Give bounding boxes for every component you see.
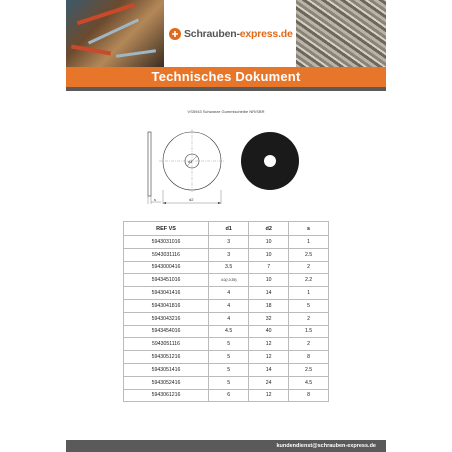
cell-ref: 5943051216 <box>124 351 209 364</box>
header-d2: d2 <box>249 222 289 236</box>
cell-d1: 6 <box>209 389 249 402</box>
cell-ref: 5943052416 <box>124 376 209 389</box>
header-d1: d1 <box>209 222 249 236</box>
table-row <box>124 376 329 389</box>
cell-d1: 3 <box>209 248 249 261</box>
header-s: s <box>289 222 329 236</box>
washer-photo-hole <box>264 155 276 167</box>
cell-s: 8 <box>289 351 329 364</box>
cell-s: 2 <box>289 312 329 325</box>
cell-s: 1.5 <box>289 325 329 338</box>
cell-s: 2.5 <box>289 363 329 376</box>
cell-ref: 5943451016 <box>124 274 209 287</box>
table-row <box>124 363 329 376</box>
cell-s: 1 <box>289 236 329 249</box>
product-subtitle: VS5943 Schwarze Gummischeibe NR/SBR <box>187 109 265 114</box>
cell-d2: 12 <box>249 351 289 364</box>
cell-d1: 4.5 <box>209 325 249 338</box>
cell-d2: 10 <box>249 274 289 287</box>
cell-ref: 5943041816 <box>124 299 209 312</box>
header-photo-tools <box>66 0 164 67</box>
cell-d1: 5 <box>209 363 249 376</box>
table-header-row <box>124 222 329 236</box>
table-row <box>124 389 329 402</box>
cell-d2: 14 <box>249 363 289 376</box>
document-title: Technisches Dokument <box>66 67 386 87</box>
cell-ref: 5943051116 <box>124 338 209 351</box>
cell-d1: 5 <box>209 351 249 364</box>
label-d2: d2 <box>189 197 194 202</box>
cell-d1: 4 <box>209 287 249 300</box>
cell-s: 2 <box>289 338 329 351</box>
title-divider <box>66 87 386 91</box>
cell-d1: 3.5 <box>209 261 249 274</box>
cell-d2: 7 <box>249 261 289 274</box>
cell-d2: 14 <box>249 287 289 300</box>
cell-ref: 5943454016 <box>124 325 209 338</box>
cell-d1: 4 <box>209 312 249 325</box>
cell-ref: 5943043216 <box>124 312 209 325</box>
cell-s: 1 <box>289 287 329 300</box>
cell-d2: 18 <box>249 299 289 312</box>
brand-logo[interactable] <box>168 27 293 41</box>
cell-s: 5 <box>289 299 329 312</box>
cell-d2: 10 <box>249 248 289 261</box>
table-row <box>124 248 329 261</box>
cell-ref: 5943061216 <box>124 389 209 402</box>
brand-area <box>164 0 296 67</box>
header-ref: REF VS <box>124 222 209 236</box>
cell-s: 2.5 <box>289 248 329 261</box>
brand-name: Schrauben-express.de <box>184 27 293 40</box>
label-d1: d1 <box>188 159 193 164</box>
header-banner <box>66 0 386 67</box>
washer-drawing <box>141 128 311 218</box>
cell-s: 2.2 <box>289 274 329 287</box>
cell-d1: 3 <box>209 236 249 249</box>
cell-ref: 5943031116 <box>124 248 209 261</box>
cell-d1: 4.0(/-0.35) <box>209 274 249 287</box>
cell-d2: 40 <box>249 325 289 338</box>
cell-ref: 5943051416 <box>124 363 209 376</box>
table-row <box>124 338 329 351</box>
table-row <box>124 274 329 287</box>
cell-d2: 10 <box>249 236 289 249</box>
table-row <box>124 351 329 364</box>
washer-side-view <box>148 132 151 196</box>
table-row <box>124 287 329 300</box>
cell-s: 4.5 <box>289 376 329 389</box>
table-row <box>124 325 329 338</box>
table-row <box>124 236 329 249</box>
cell-d1: 4 <box>209 299 249 312</box>
cell-d2: 24 <box>249 376 289 389</box>
cell-d2: 12 <box>249 338 289 351</box>
document-page <box>66 0 386 452</box>
label-s: s <box>154 197 156 202</box>
footer-email-link[interactable]: kundendienst@schrauben-express.de <box>276 443 376 449</box>
cell-d1: 5 <box>209 338 249 351</box>
table-row <box>124 299 329 312</box>
cell-s: 8 <box>289 389 329 402</box>
table-row <box>124 312 329 325</box>
table-row <box>124 261 329 274</box>
footer-bar <box>66 440 386 452</box>
screw-logo-icon <box>168 27 182 41</box>
cell-ref: 5943031016 <box>124 236 209 249</box>
cell-d2: 32 <box>249 312 289 325</box>
spec-table <box>123 221 329 402</box>
cell-d1: 5 <box>209 376 249 389</box>
cell-ref: 5943041416 <box>124 287 209 300</box>
cell-d2: 12 <box>249 389 289 402</box>
header-photo-screws <box>296 0 386 67</box>
cell-ref: 5943000416 <box>124 261 209 274</box>
cell-s: 2 <box>289 261 329 274</box>
